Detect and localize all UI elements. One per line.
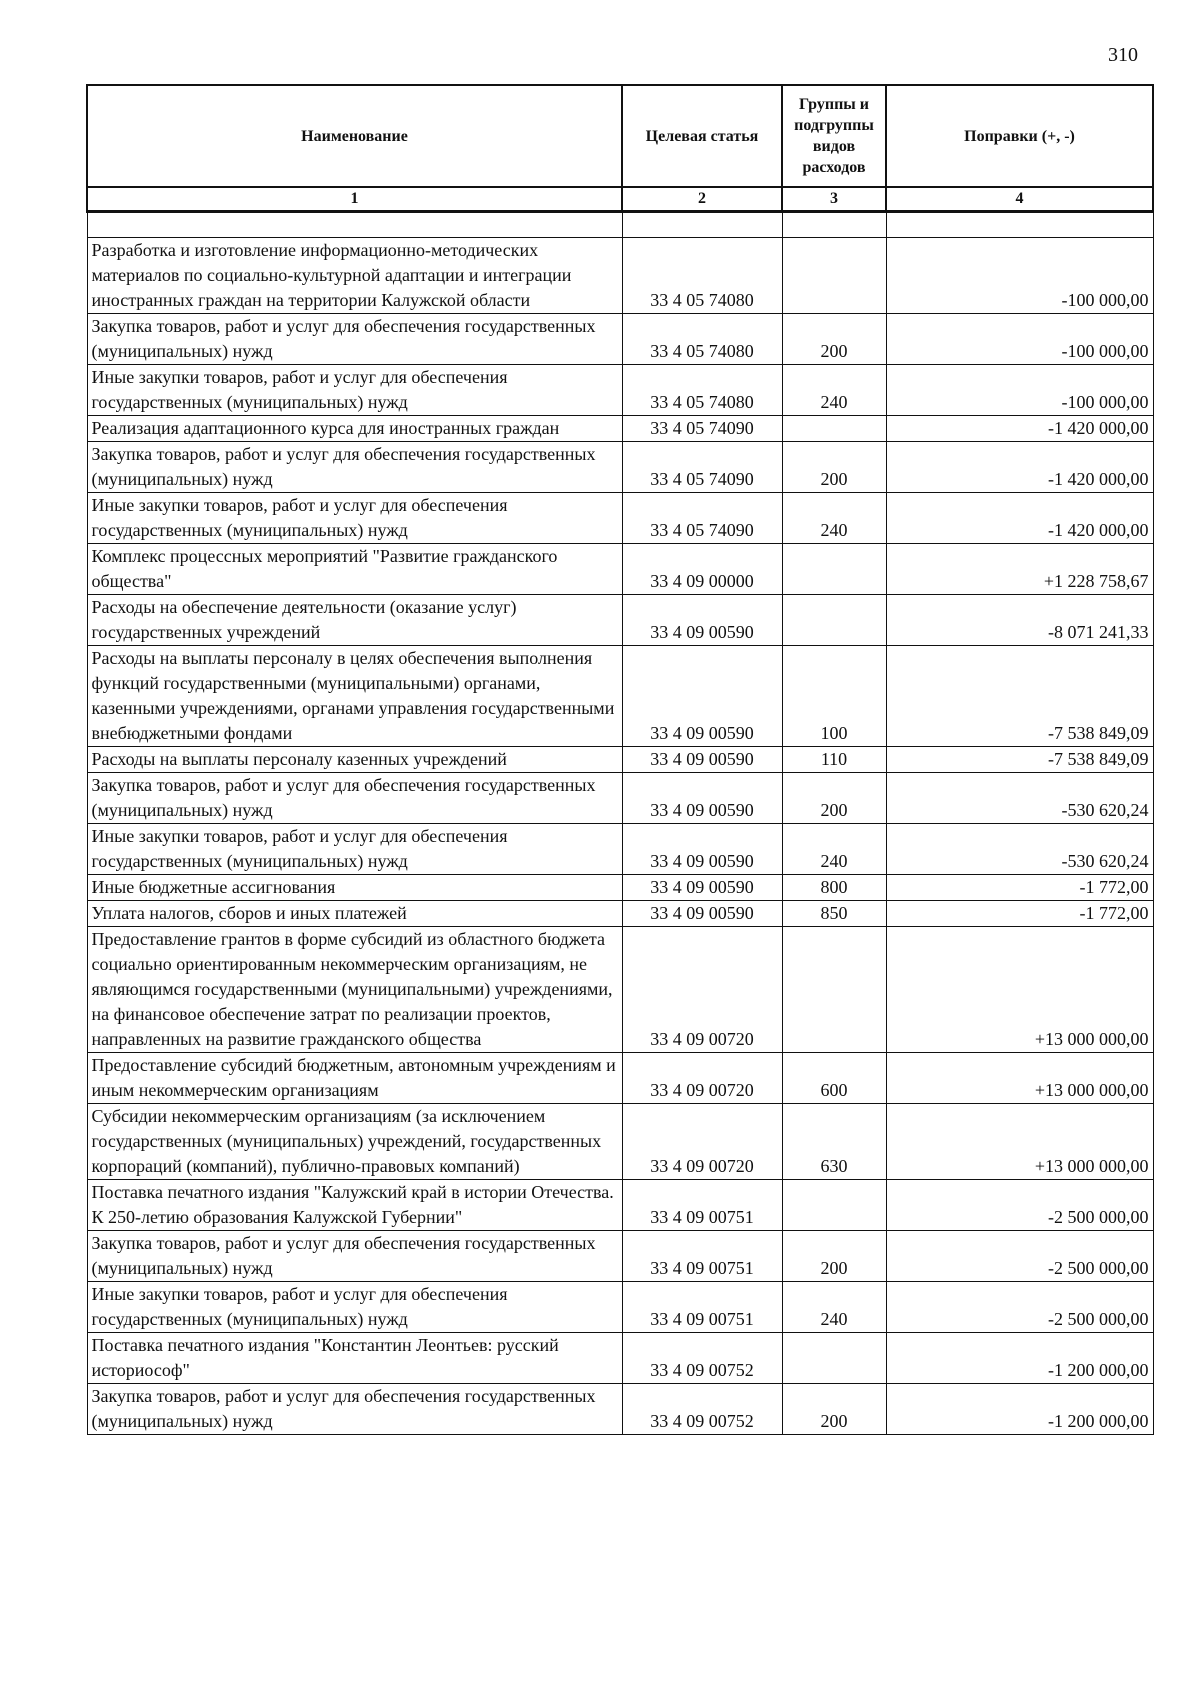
row-expense-group <box>782 238 886 314</box>
row-name: Расходы на выплаты персоналу в целях обеспечения выполнения функций государственными (муниципальными) органами, казенными учреждениями, органами управления государственными внебюджетными фондами <box>87 646 622 747</box>
header-expense-groups: Группы и подгруппы видов расходов <box>782 85 886 187</box>
row-name: Предоставление субсидий бюджетным, автономным учреждениям и иным некоммерческим организациям <box>87 1053 622 1104</box>
row-target-code: 33 4 09 00751 <box>622 1180 782 1231</box>
row-target-code: 33 4 09 00590 <box>622 773 782 824</box>
table-row <box>87 773 1153 824</box>
page-number: 310 <box>1108 44 1138 66</box>
row-target-code: 33 4 09 00720 <box>622 1104 782 1180</box>
budget-table <box>86 84 1154 1435</box>
table-row <box>87 416 1153 442</box>
row-expense-group: 200 <box>782 442 886 493</box>
row-amount: -100 000,00 <box>886 238 1153 314</box>
row-amount: -530 620,24 <box>886 824 1153 875</box>
table-row <box>87 646 1153 747</box>
table-row <box>87 1384 1153 1435</box>
row-target-code: 33 4 09 00720 <box>622 1053 782 1104</box>
row-name: Реализация адаптационного курса для иностранных граждан <box>87 416 622 442</box>
row-name: Иные бюджетные ассигнования <box>87 875 622 901</box>
row-amount: -2 500 000,00 <box>886 1282 1153 1333</box>
row-name: Иные закупки товаров, работ и услуг для обеспечения государственных (муниципальных) нужд <box>87 493 622 544</box>
table-row <box>87 1333 1153 1384</box>
row-name: Закупка товаров, работ и услуг для обеспечения государственных (муниципальных) нужд <box>87 1384 622 1435</box>
row-amount: +13 000 000,00 <box>886 927 1153 1053</box>
row-amount: -530 620,24 <box>886 773 1153 824</box>
row-amount: -1 772,00 <box>886 901 1153 927</box>
row-expense-group <box>782 1180 886 1231</box>
row-target-code: 33 4 05 74080 <box>622 314 782 365</box>
row-expense-group <box>782 595 886 646</box>
col-number-1: 1 <box>87 187 622 212</box>
table-row <box>87 1053 1153 1104</box>
row-name: Закупка товаров, работ и услуг для обеспечения государственных (муниципальных) нужд <box>87 773 622 824</box>
row-amount: -2 500 000,00 <box>886 1231 1153 1282</box>
row-amount: -8 071 241,33 <box>886 595 1153 646</box>
table-row <box>87 1104 1153 1180</box>
table-row <box>87 442 1153 493</box>
table-row <box>87 747 1153 773</box>
row-name: Поставка печатного издания "Константин Леонтьев: русский историософ" <box>87 1333 622 1384</box>
row-name: Иные закупки товаров, работ и услуг для обеспечения государственных (муниципальных) нужд <box>87 824 622 875</box>
row-amount: -7 538 849,09 <box>886 747 1153 773</box>
table-row <box>87 595 1153 646</box>
row-expense-group <box>782 416 886 442</box>
row-amount: +1 228 758,67 <box>886 544 1153 595</box>
row-target-code: 33 4 05 74090 <box>622 442 782 493</box>
row-amount: -7 538 849,09 <box>886 646 1153 747</box>
row-expense-group: 110 <box>782 747 886 773</box>
row-expense-group: 800 <box>782 875 886 901</box>
row-amount: -2 500 000,00 <box>886 1180 1153 1231</box>
row-target-code: 33 4 05 74090 <box>622 416 782 442</box>
row-target-code: 33 4 09 00590 <box>622 747 782 773</box>
row-target-code: 33 4 09 00000 <box>622 544 782 595</box>
row-amount: +13 000 000,00 <box>886 1104 1153 1180</box>
table-row <box>87 493 1153 544</box>
row-name: Субсидии некоммерческим организациям (за исключением государственных (муниципальных) учреждений, государственных корпораций (компаний), публично-правовых компаний) <box>87 1104 622 1180</box>
col-number-4: 4 <box>886 187 1153 212</box>
table-row <box>87 1180 1153 1231</box>
row-expense-group: 600 <box>782 1053 886 1104</box>
row-name: Иные закупки товаров, работ и услуг для обеспечения государственных (муниципальных) нужд <box>87 365 622 416</box>
row-expense-group: 200 <box>782 314 886 365</box>
header-target-article: Целевая статья <box>622 85 782 187</box>
row-amount: -1 200 000,00 <box>886 1384 1153 1435</box>
row-target-code: 33 4 05 74080 <box>622 365 782 416</box>
table-row <box>87 875 1153 901</box>
table-row <box>87 824 1153 875</box>
row-amount: -1 420 000,00 <box>886 416 1153 442</box>
header-amendments: Поправки (+, -) <box>886 85 1153 187</box>
row-name: Расходы на обеспечение деятельности (оказание услуг) государственных учреждений <box>87 595 622 646</box>
row-target-code: 33 4 05 74080 <box>622 238 782 314</box>
row-name: Иные закупки товаров, работ и услуг для обеспечения государственных (муниципальных) нужд <box>87 1282 622 1333</box>
row-expense-group: 850 <box>782 901 886 927</box>
table-row <box>87 1282 1153 1333</box>
row-name: Закупка товаров, работ и услуг для обеспечения государственных (муниципальных) нужд <box>87 314 622 365</box>
spacer-row <box>87 212 1153 238</box>
row-expense-group <box>782 544 886 595</box>
row-amount: -100 000,00 <box>886 314 1153 365</box>
row-expense-group: 240 <box>782 824 886 875</box>
table-body <box>87 212 1153 1435</box>
row-expense-group: 630 <box>782 1104 886 1180</box>
row-target-code: 33 4 05 74090 <box>622 493 782 544</box>
row-name: Уплата налогов, сборов и иных платежей <box>87 901 622 927</box>
row-target-code: 33 4 09 00720 <box>622 927 782 1053</box>
row-name: Комплекс процессных мероприятий "Развитие гражданского общества" <box>87 544 622 595</box>
row-name: Разработка и изготовление информационно-методических материалов по социально-культурной адаптации и интеграции иностранных граждан на территории Калужской области <box>87 238 622 314</box>
row-name: Расходы на выплаты персоналу казенных учреждений <box>87 747 622 773</box>
row-amount: -1 420 000,00 <box>886 442 1153 493</box>
row-expense-group: 200 <box>782 1384 886 1435</box>
row-name: Закупка товаров, работ и услуг для обеспечения государственных (муниципальных) нужд <box>87 1231 622 1282</box>
row-amount: -1 420 000,00 <box>886 493 1153 544</box>
table-row <box>87 544 1153 595</box>
row-amount: -100 000,00 <box>886 365 1153 416</box>
row-amount: +13 000 000,00 <box>886 1053 1153 1104</box>
row-expense-group: 100 <box>782 646 886 747</box>
table-row <box>87 927 1153 1053</box>
table-row <box>87 1231 1153 1282</box>
row-target-code: 33 4 09 00590 <box>622 824 782 875</box>
row-target-code: 33 4 09 00752 <box>622 1384 782 1435</box>
row-target-code: 33 4 09 00751 <box>622 1282 782 1333</box>
row-expense-group <box>782 1333 886 1384</box>
row-target-code: 33 4 09 00590 <box>622 875 782 901</box>
row-name: Предоставление грантов в форме субсидий из областного бюджета социально ориентированным некоммерческим организациям, не являющимся государственными (муниципальными) учреждениями, на финансовое обеспечение затрат по реализации проектов, направленных на развитие гражданского общества <box>87 927 622 1053</box>
table-row <box>87 365 1153 416</box>
table-row <box>87 238 1153 314</box>
table-row <box>87 314 1153 365</box>
row-expense-group: 240 <box>782 1282 886 1333</box>
row-expense-group <box>782 927 886 1053</box>
row-amount: -1 200 000,00 <box>886 1333 1153 1384</box>
row-target-code: 33 4 09 00590 <box>622 901 782 927</box>
row-expense-group: 240 <box>782 365 886 416</box>
col-number-2: 2 <box>622 187 782 212</box>
row-expense-group: 200 <box>782 773 886 824</box>
row-target-code: 33 4 09 00751 <box>622 1231 782 1282</box>
row-name: Поставка печатного издания "Калужский край в истории Отечества. К 250-летию образования Калужской Губернии" <box>87 1180 622 1231</box>
col-number-3: 3 <box>782 187 886 212</box>
row-target-code: 33 4 09 00590 <box>622 646 782 747</box>
row-amount: -1 772,00 <box>886 875 1153 901</box>
row-name: Закупка товаров, работ и услуг для обеспечения государственных (муниципальных) нужд <box>87 442 622 493</box>
row-expense-group: 240 <box>782 493 886 544</box>
row-expense-group: 200 <box>782 1231 886 1282</box>
row-target-code: 33 4 09 00590 <box>622 595 782 646</box>
table-row <box>87 901 1153 927</box>
row-target-code: 33 4 09 00752 <box>622 1333 782 1384</box>
header-name: Наименование <box>87 85 622 187</box>
